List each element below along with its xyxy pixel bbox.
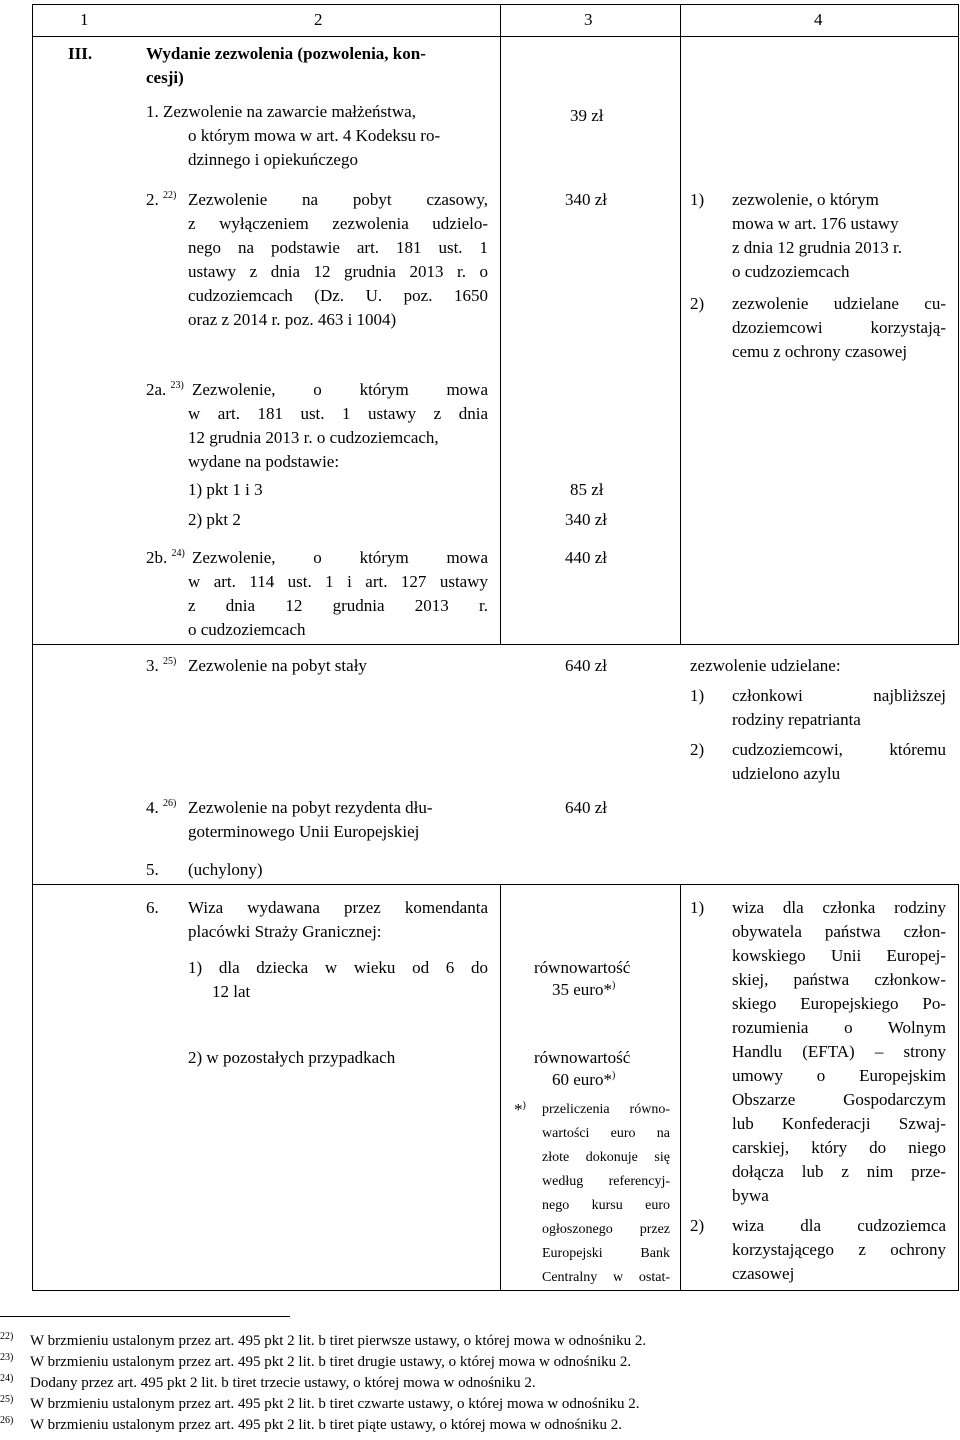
item2a-line-4: wydane na podstawie: <box>188 452 340 471</box>
column-header-4: 4 <box>814 10 823 29</box>
star-note-line: wartości euro na <box>542 1126 670 1141</box>
item2-note1-line-1: zezwolenie, o którym <box>732 190 879 209</box>
item2b-line-2: w art. 114 ust. 1 i art. 127 ustawy <box>188 572 488 591</box>
item2b-line-1: Zezwolenie, o którym mowa <box>192 548 488 567</box>
table-divider-1 <box>500 4 501 644</box>
star-note-line: ogłoszonego przez <box>542 1222 670 1237</box>
item2a-fee-2: 340 zł <box>565 510 608 529</box>
item6-sub1-line-2: 12 lat <box>212 982 251 1001</box>
item6-note2-line: korzystającego z ochrony <box>732 1240 946 1259</box>
item6-note1-line: carskiej, który do niego <box>732 1138 946 1157</box>
column-header-3: 3 <box>584 10 593 29</box>
item4-line-2: goterminowego Unii Europejskiej <box>188 822 420 841</box>
item6-note1-line: Obszarze Gospodarczym <box>732 1090 946 1109</box>
item2a-number: 2a. $^{23)}$ <box>146 380 184 399</box>
item6-sub2: 2) w pozostałych przypadkach <box>188 1048 396 1067</box>
table-divider-2b <box>680 884 681 1290</box>
star-note-line: Centralny w ostat- <box>542 1270 670 1285</box>
item2a-footnote-ref: 23) <box>170 380 184 391</box>
star-note-line: według referencyj- <box>542 1174 670 1189</box>
item6-fee2-label: równowartość <box>534 1048 631 1067</box>
item5-text: (uchylony) <box>188 860 263 879</box>
item6-note1-line: skiej, państwa członkow- <box>732 970 946 989</box>
item2-note1-line-4: o cudzoziemcach <box>732 262 850 281</box>
column-header-2: 2 <box>314 10 323 29</box>
table-right-border-b <box>958 884 959 1290</box>
footnote-22: $^{22)}$ W brzmieniu ustalonym przez art. 495 pkt 2 lit. b tiret pierwsze ustawy, o której mowa w odnośniku 2. <box>0 1331 647 1349</box>
item2-line-3: nego na podstawie art. 181 ust. 1 <box>188 238 488 257</box>
item2-note2-number: 2) <box>690 294 705 313</box>
item2-fee: 340 zł <box>565 190 608 209</box>
item4-number: 4. $^{26)}$ <box>146 798 177 817</box>
item5-number: 5. <box>146 860 159 879</box>
item2a-fee-1: 85 zł <box>570 480 604 499</box>
item6-note2-number: 2) <box>690 1216 705 1235</box>
item2a-line-3: 12 grudnia 2013 r. o cudzoziemcach, <box>188 428 439 447</box>
item3-note2-line-1: cudzoziemcowi, któremu <box>732 740 946 759</box>
item3-note2-line-2: udzielono azylu <box>732 764 841 783</box>
item2b-line-4: o cudzoziemcach <box>188 620 306 639</box>
item2b-fee: 440 zł <box>565 548 608 567</box>
item2-line-1: Zezwolenie na pobyt czasowy, <box>188 190 488 209</box>
item6-line-2: placówki Straży Granicznej: <box>188 922 382 941</box>
item2a-sub-1: 1) pkt 1 i 3 <box>188 480 263 499</box>
star-note-line: Europejski Bank <box>542 1246 670 1261</box>
item2a-line-2: w art. 181 ust. 1 ustawy z dnia <box>188 404 488 423</box>
section-title-line-2: cesji) <box>146 68 184 87</box>
footnote-23: $^{23)}$ W brzmieniu ustalonym przez art. 495 pkt 2 lit. b tiret drugie ustawy, o której mowa w odnośniku 2. <box>0 1352 632 1370</box>
table-header-rule <box>32 36 959 37</box>
item4-fee: 640 zł <box>565 798 608 817</box>
item6-note1-line: obywatela państwa człon- <box>732 922 946 941</box>
item6-fee1-label: równowartość <box>534 958 631 977</box>
table-rule-before-item3 <box>32 644 959 645</box>
item2-line-5: cudzoziemcach (Dz. U. poz. 1650 <box>188 286 488 305</box>
item3-note2-number: 2) <box>690 740 705 759</box>
item6-note1-line: rozumienia o Wolnym <box>732 1018 946 1037</box>
table-right-border <box>958 4 959 644</box>
item1-line-2: o którym mowa w art. 4 Kodeksu ro- <box>188 126 441 145</box>
table-divider-1b <box>500 884 501 1290</box>
footnote-25: $^{25)}$ W brzmieniu ustalonym przez art. 495 pkt 2 lit. b tiret czwarte ustawy, o której mowa w odnośniku 2. <box>0 1394 640 1412</box>
item2-note2-line-2: dzoziemcowi korzystają- <box>732 318 946 337</box>
item6-fee2-value: 60 euro*) <box>552 1070 616 1089</box>
item4-line-1: Zezwolenie na pobyt rezydenta dłu- <box>188 798 433 817</box>
item3-fee: 640 zł <box>565 656 608 675</box>
item2a-sub-2: 2) pkt 2 <box>188 510 241 529</box>
footnote-26: $^{26)}$ W brzmieniu ustalonym przez art. 495 pkt 2 lit. b tiret piąte ustawy, o której mowa w odnośniku 2. <box>0 1415 622 1433</box>
item6-note1-line: Handlu (EFTA) – strony <box>732 1042 946 1061</box>
item6-note1-line: skiego Europejskiego Po- <box>732 994 946 1013</box>
item6-line-1: Wiza wydawana przez komendanta <box>188 898 488 917</box>
item3-note1-number: 1) <box>690 686 705 705</box>
item2-footnote-ref: 22) <box>163 190 177 201</box>
item3-number: 3. $^{25)}$ <box>146 656 177 675</box>
footnote-24: $^{24)}$ Dodany przez art. 495 pkt 2 lit. b tiret trzecie ustawy, o której mowa w odnośniku 2. <box>0 1373 536 1391</box>
footnote-separator <box>0 1316 290 1317</box>
table-bottom-border <box>32 1290 959 1291</box>
item6-note1-line: wiza dla członka rodziny <box>732 898 946 917</box>
table-rule-before-item6 <box>32 884 959 885</box>
item6-note2-line: wiza dla cudzoziemca <box>732 1216 946 1235</box>
column-header-1: 1 <box>80 10 89 29</box>
item6-note1-number: 1) <box>690 898 705 917</box>
table-top-border <box>32 4 959 5</box>
table-left-border <box>32 4 33 1290</box>
item6-note1-line: umowy o Europejskim <box>732 1066 946 1085</box>
item6-note1-line: dołącza lub z nim prze- <box>732 1162 946 1181</box>
star-note-line: przeliczenia równo- <box>542 1102 670 1117</box>
item2-note2-line-1: zezwolenie udzielane cu- <box>732 294 946 313</box>
item6-note1-line: lub Konfederacji Szwaj- <box>732 1114 946 1133</box>
item6-sub1-line-1: 1) dla dziecka w wieku od 6 do <box>188 958 488 977</box>
item1-fee: 39 zł <box>570 106 604 125</box>
item2-note1-line-2: mowa w art. 176 ustawy <box>732 214 899 233</box>
section-number: III. <box>68 44 93 63</box>
item4-footnote-ref: 26) <box>163 798 177 809</box>
table-divider-2 <box>680 4 681 644</box>
item2-line-4: ustawy z dnia 12 grudnia 2013 r. o <box>188 262 488 281</box>
item6-number: 6. <box>146 898 159 917</box>
item6-star-mark: *) <box>514 1100 526 1119</box>
item3-footnote-ref: 25) <box>163 656 177 667</box>
item2a-line-1: Zezwolenie, o którym mowa <box>192 380 488 399</box>
item2-note1-number: 1) <box>690 190 705 209</box>
item1-line-3: dzinnego i opiekuńczego <box>188 150 358 169</box>
item3-note1-line-1: członkowi najbliższej <box>732 686 946 705</box>
star-note-line: nego kursu euro <box>542 1198 670 1213</box>
item2-note1-line-3: z dnia 12 grudnia 2013 r. <box>732 238 902 257</box>
section-title-line-1: Wydanie zezwolenia (pozwolenia, kon- <box>146 44 426 63</box>
item3-note-heading: zezwolenie udzielane: <box>690 656 841 675</box>
item3-title: Zezwolenie na pobyt stały <box>188 656 367 675</box>
item2-note2-line-3: cemu z ochrony czasowej <box>732 342 908 361</box>
item6-note2-line: czasowej <box>732 1264 795 1283</box>
item2b-line-3: z dnia 12 grudnia 2013 r. <box>188 596 488 615</box>
item6-note1-line: bywa <box>732 1186 769 1205</box>
item2-line-6: oraz z 2014 r. poz. 463 i 1004) <box>188 310 397 329</box>
item2b-footnote-ref: 24) <box>171 548 185 559</box>
item2b-number: 2b. $^{24)}$ <box>146 548 185 567</box>
item6-note1-line: kowskiego Unii Europej- <box>732 946 946 965</box>
star-note-line: złote dokonuje się <box>542 1150 670 1165</box>
item3-note1-line-2: rodziny repatrianta <box>732 710 861 729</box>
item6-fee1-value: 35 euro*) <box>552 980 616 999</box>
item2-line-2: z wyłączeniem zezwolenia udzielo- <box>188 214 488 233</box>
item2-number: 2. $^{22)}$ <box>146 190 177 209</box>
item1-line-1: 1. Zezwolenie na zawarcie małżeństwa, <box>146 102 416 121</box>
